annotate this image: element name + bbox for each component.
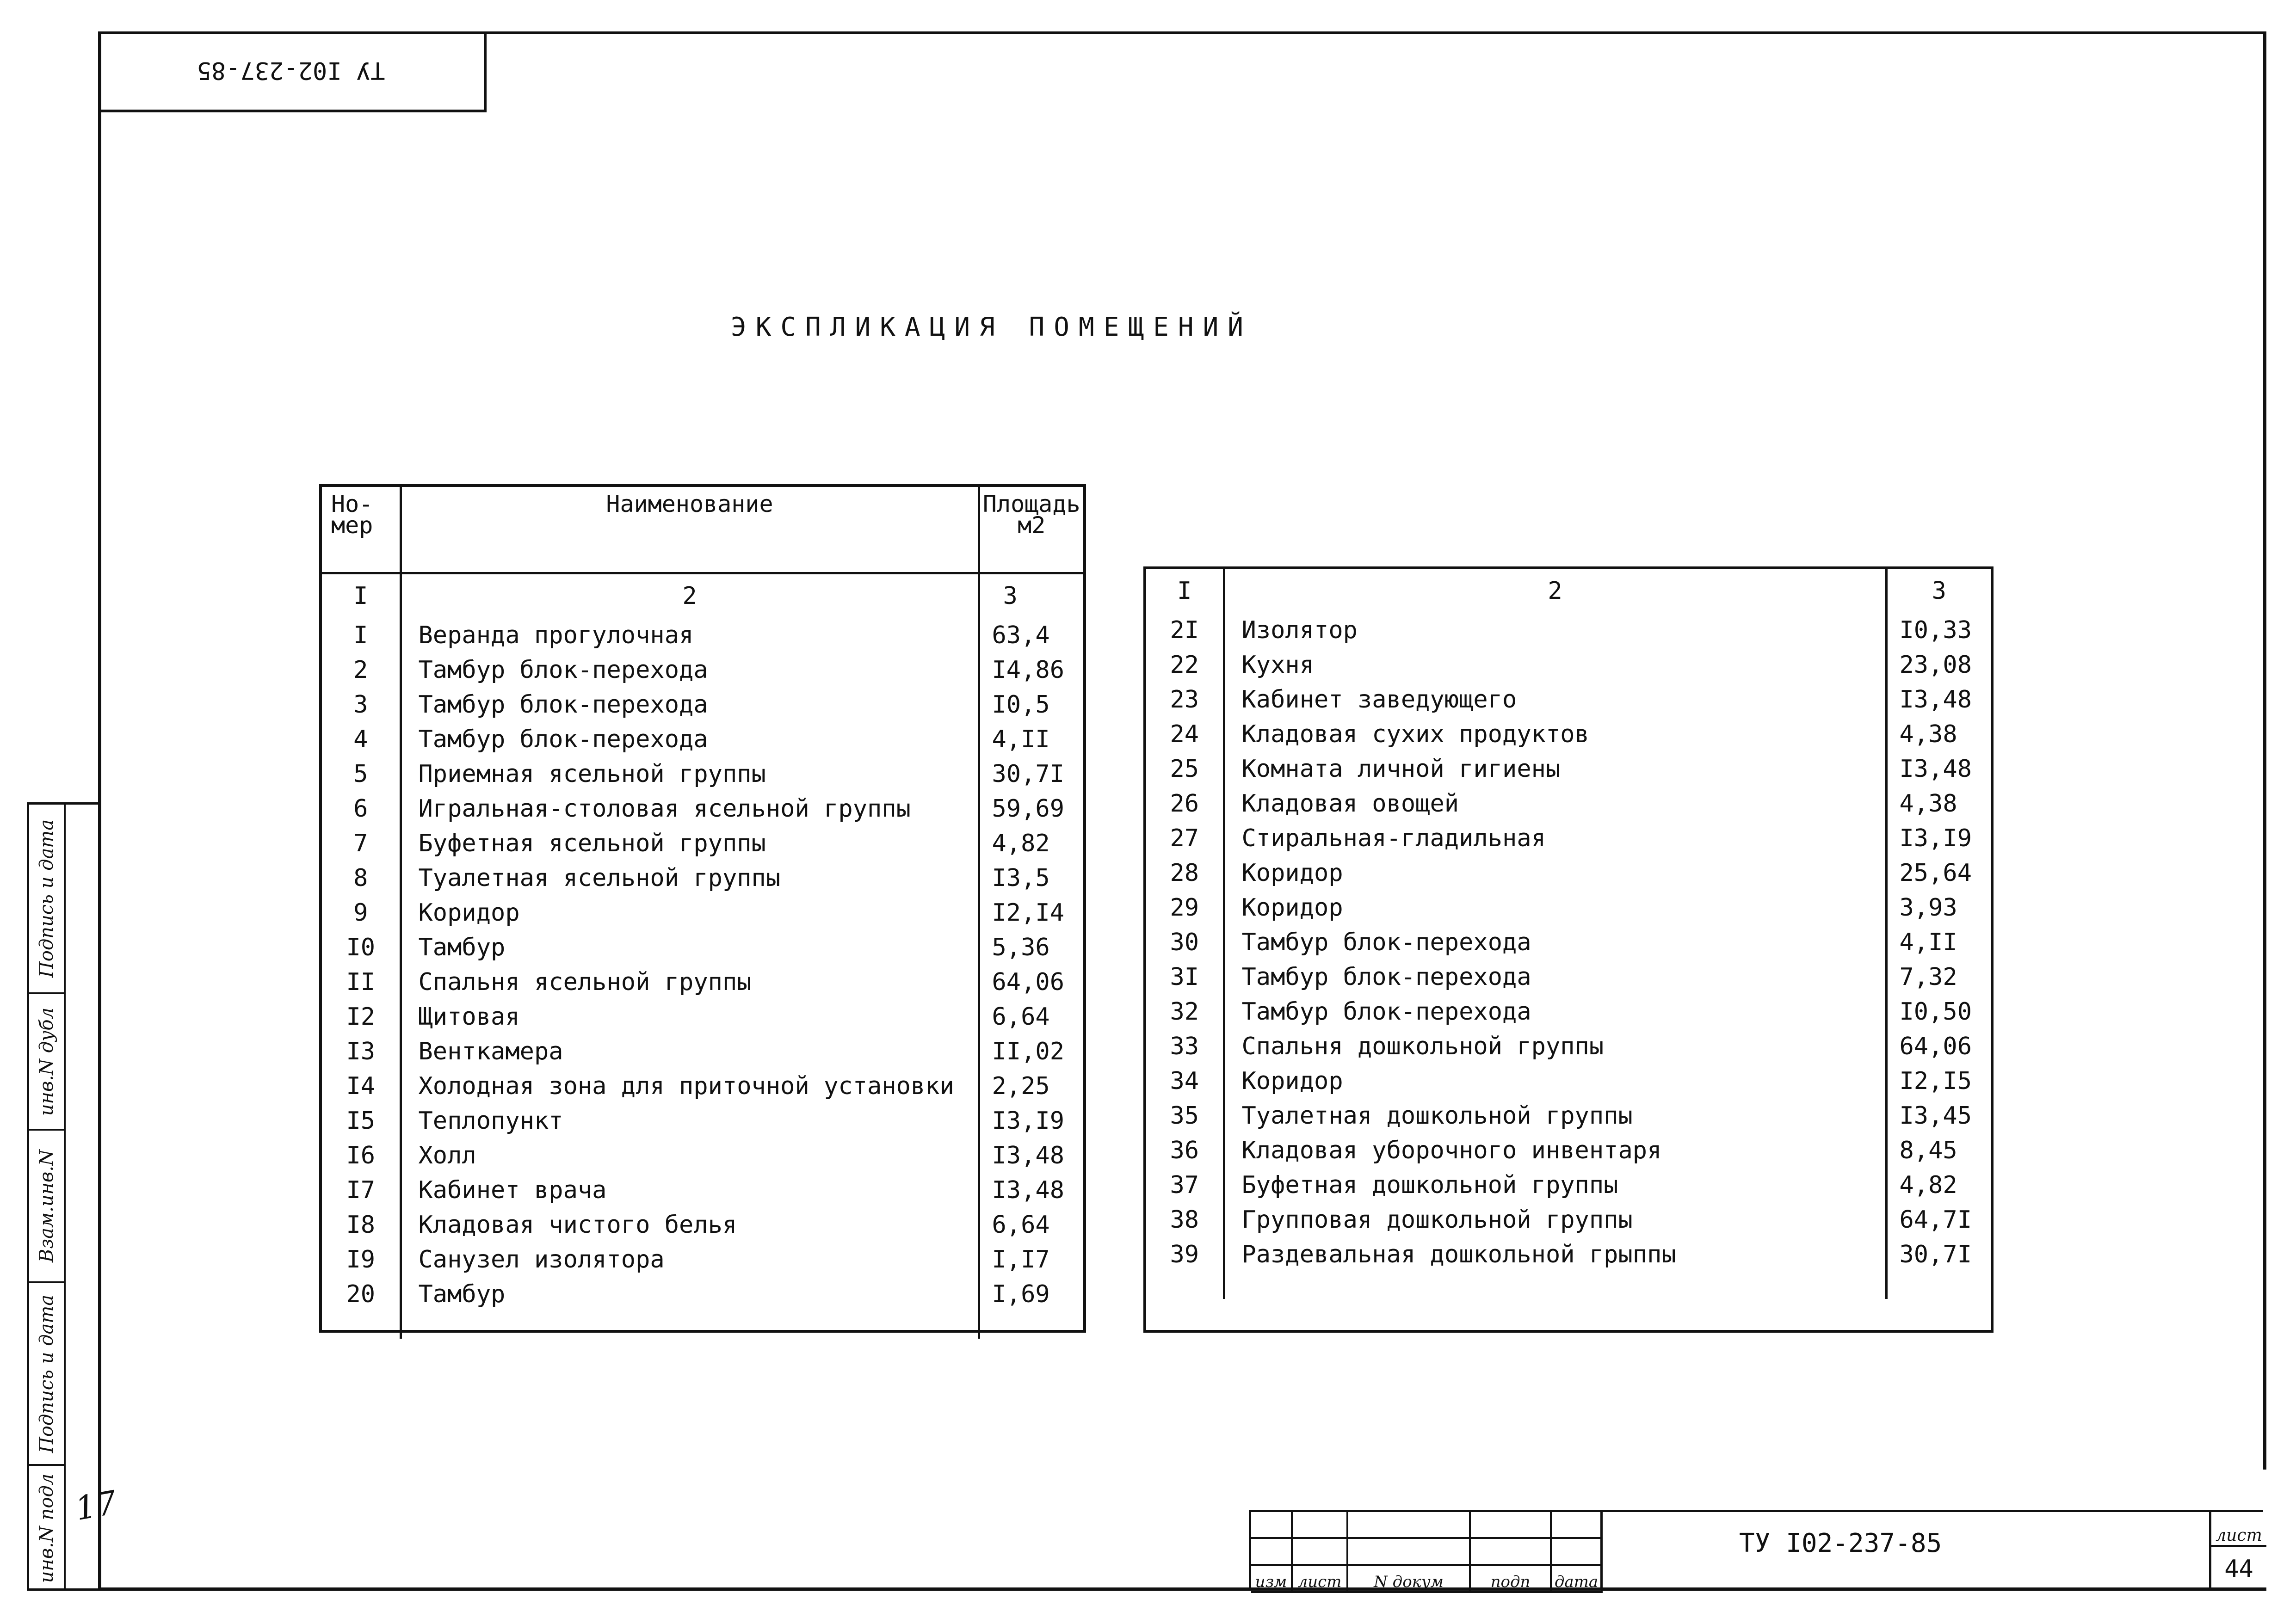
table-2-spacer	[1146, 1272, 1991, 1299]
side-handwritten-note: 17	[72, 1483, 120, 1528]
side-cell-signature-1: Подпись и дата	[29, 805, 64, 994]
room-name: Холл	[401, 1138, 979, 1173]
room-area: 4,38	[1899, 720, 1957, 748]
room-number: I3	[322, 1034, 401, 1069]
index-col-2: 2	[1224, 569, 1886, 613]
stamp-col-date: дата	[1552, 1566, 1603, 1593]
table-2-row	[1146, 856, 1991, 891]
room-area: 64,06	[992, 968, 1065, 996]
room-number: 38	[1146, 1203, 1224, 1237]
room-area: 30,7I	[992, 760, 1065, 788]
header-number: Но- мер	[322, 487, 401, 573]
table-1-row	[322, 792, 1083, 826]
stamp-col-sheet: лист	[1293, 1566, 1348, 1593]
room-number: 23	[1146, 683, 1224, 717]
room-area: I,I7	[992, 1246, 1050, 1273]
room-number: 29	[1146, 891, 1224, 925]
room-number: 8	[322, 861, 401, 896]
room-number: 3I	[1146, 960, 1224, 995]
room-area: 4,82	[1899, 1171, 1957, 1199]
table-2-row	[1146, 1064, 1991, 1099]
room-area: I3,I9	[1899, 824, 1972, 852]
side-strip-column	[29, 805, 66, 1591]
table-1-row	[322, 618, 1083, 653]
room-area: I3,48	[1899, 686, 1972, 714]
revision-stamp	[1249, 1510, 1600, 1591]
room-name: Буфетная ясельной группы	[401, 826, 979, 861]
table-2-index-row	[1146, 569, 1991, 613]
room-area: I2,I5	[1899, 1067, 1972, 1095]
room-area: I2,I4	[992, 899, 1065, 927]
room-number: II	[322, 965, 401, 1000]
room-name: Групповая дошкольной группы	[1224, 1203, 1886, 1237]
room-number: I	[322, 618, 401, 653]
room-name: Тамбур блок-перехода	[1224, 925, 1886, 960]
room-name: Коридор	[1224, 891, 1886, 925]
room-name: Спальня ясельной группы	[401, 965, 979, 1000]
stamp-col-change: изм	[1251, 1566, 1293, 1593]
room-name: Приемная ясельной группы	[401, 757, 979, 792]
room-number: 27	[1146, 821, 1224, 856]
table-2-row	[1146, 821, 1991, 856]
table-1-row	[322, 930, 1083, 965]
room-name: Холодная зона для приточной установки	[401, 1069, 979, 1104]
room-name: Кабинет заведующего	[1224, 683, 1886, 717]
room-area: 4,II	[992, 726, 1050, 753]
room-number: 39	[1146, 1237, 1224, 1272]
room-name: Комната личной гигиены	[1224, 752, 1886, 787]
room-number: 20	[322, 1277, 401, 1312]
room-area: I0,50	[1899, 998, 1972, 1026]
room-number: 34	[1146, 1064, 1224, 1099]
room-name: Тамбур блок-перехода	[401, 688, 979, 722]
room-area: 63,4	[992, 621, 1050, 649]
room-name: Стиральная-гладильная	[1224, 821, 1886, 856]
room-number: I5	[322, 1104, 401, 1138]
room-area: 59,69	[992, 795, 1065, 823]
room-name: Санузел изолятора	[401, 1243, 979, 1277]
room-name: Кладовая сухих продуктов	[1224, 717, 1886, 752]
room-number: I9	[322, 1243, 401, 1277]
room-area: 23,08	[1899, 651, 1972, 679]
table-2-row	[1146, 1029, 1991, 1064]
room-number: 24	[1146, 717, 1224, 752]
table-1-index-row	[322, 573, 1083, 619]
room-name: Щитовая	[401, 1000, 979, 1034]
room-number: 26	[1146, 787, 1224, 821]
room-area: 4,II	[1899, 929, 1957, 956]
room-name: Тамбур блок-перехода	[1224, 995, 1886, 1029]
table-2-row	[1146, 995, 1991, 1029]
room-area: I4,86	[992, 656, 1065, 684]
index-col-1: I	[1146, 569, 1224, 613]
room-number: I6	[322, 1138, 401, 1173]
table-2-row	[1146, 1133, 1991, 1168]
room-name: Тамбур	[401, 930, 979, 965]
index-col-1: I	[322, 573, 401, 619]
table-1-row	[322, 722, 1083, 757]
room-number: 7	[322, 826, 401, 861]
room-number: 3	[322, 688, 401, 722]
room-number: 30	[1146, 925, 1224, 960]
sheet-number: 44	[2224, 1555, 2253, 1583]
room-area: 6,64	[992, 1211, 1050, 1239]
room-number: 5	[322, 757, 401, 792]
table-2-grid	[1146, 569, 1991, 1299]
table-2-row	[1146, 960, 1991, 995]
header-area: Площадь м2	[979, 487, 1083, 573]
table-2-row	[1146, 891, 1991, 925]
room-number: I8	[322, 1208, 401, 1243]
room-name: Игральная-столовая ясельной группы	[401, 792, 979, 826]
sheet-box	[2209, 1510, 2266, 1591]
room-area: I3,48	[992, 1176, 1065, 1204]
room-name: Тамбур	[401, 1277, 979, 1312]
room-area: 3,93	[1899, 894, 1957, 922]
room-number: I0	[322, 930, 401, 965]
index-col-2: 2	[401, 573, 979, 619]
room-area: 4,38	[1899, 790, 1957, 818]
room-name: Коридор	[1224, 1064, 1886, 1099]
room-area: 5,36	[992, 934, 1050, 961]
room-name: Кладовая чистого белья	[401, 1208, 979, 1243]
room-number: 28	[1146, 856, 1224, 891]
room-number: 4	[322, 722, 401, 757]
room-name: Кладовая овощей	[1224, 787, 1886, 821]
table-1	[319, 484, 1086, 1333]
title-block-code: ТУ I02-237-85	[1739, 1528, 1942, 1558]
room-area: 25,64	[1899, 859, 1972, 887]
room-name: Кладовая уборочного инвентаря	[1224, 1133, 1886, 1168]
index-col-3: 3	[1003, 582, 1018, 610]
room-name: Кабинет врача	[401, 1173, 979, 1208]
stamp-col-sign: подп	[1471, 1566, 1552, 1593]
side-cell-orig-inv: инв.N подл	[36, 1473, 57, 1583]
sheet-label: лист	[2211, 1510, 2266, 1547]
room-number: 22	[1146, 648, 1224, 683]
table-1-row	[322, 1173, 1083, 1208]
top-code-text: ТУ I02-237-85	[197, 56, 385, 85]
table-1-spacer	[322, 1312, 1083, 1339]
table-2-row	[1146, 1168, 1991, 1203]
room-name: Коридор	[401, 896, 979, 930]
room-number: I4	[322, 1069, 401, 1104]
room-number: 9	[322, 896, 401, 930]
room-area: 30,7I	[1899, 1241, 1972, 1268]
table-1-row	[322, 688, 1083, 722]
table-1-row	[322, 1000, 1083, 1034]
room-area: II,02	[992, 1038, 1065, 1065]
room-number: I2	[322, 1000, 401, 1034]
side-cell-dup-inv: инв.N дубл	[29, 994, 64, 1131]
table-1-row	[322, 826, 1083, 861]
room-name: Раздевальная дошкольной грыппы	[1224, 1237, 1886, 1272]
table-1-row	[322, 861, 1083, 896]
room-area: 64,06	[1899, 1033, 1972, 1060]
room-name: Туалетная ясельной группы	[401, 861, 979, 896]
room-area: 8,45	[1899, 1137, 1957, 1164]
table-2-row	[1146, 683, 1991, 717]
table-1-grid	[322, 487, 1083, 1339]
room-area: I3,I9	[992, 1107, 1065, 1135]
room-area: 4,82	[992, 830, 1050, 857]
table-1-row	[322, 1138, 1083, 1173]
table-2-row	[1146, 613, 1991, 648]
room-name: Веранда прогулочная	[401, 618, 979, 653]
room-area: I0,5	[992, 691, 1050, 719]
room-area: I3,48	[992, 1142, 1065, 1169]
room-area: I3,5	[992, 864, 1050, 892]
table-2-row	[1146, 648, 1991, 683]
room-area: I3,45	[1899, 1102, 1972, 1130]
table-2-row	[1146, 717, 1991, 752]
side-cell-signature-2: Подпись и дата	[29, 1283, 64, 1466]
table-1-header	[322, 487, 1083, 573]
table-2-row	[1146, 1237, 1991, 1272]
table-2-row	[1146, 1203, 1991, 1237]
room-name: Буфетная дошкольной группы	[1224, 1168, 1886, 1203]
header-name: Наименование	[401, 487, 979, 573]
side-cell-replace-inv: Взам.инв.N	[29, 1131, 64, 1283]
room-area: 7,32	[1899, 963, 1957, 991]
room-name: Спальня дошкольной группы	[1224, 1029, 1886, 1064]
table-1-row	[322, 1277, 1083, 1312]
table-2	[1143, 566, 1994, 1333]
room-name: Тамбур блок-перехода	[401, 722, 979, 757]
room-name: Кухня	[1224, 648, 1886, 683]
room-number: I7	[322, 1173, 401, 1208]
room-area: I0,33	[1899, 616, 1972, 644]
side-strip	[27, 802, 120, 1591]
table-1-row	[322, 1208, 1083, 1243]
room-number: 32	[1146, 995, 1224, 1029]
table-2-row	[1146, 1099, 1991, 1133]
room-number: 2I	[1146, 613, 1224, 648]
room-name: Тамбур блок-перехода	[401, 653, 979, 688]
table-1-row	[322, 965, 1083, 1000]
room-area: 64,7I	[1899, 1206, 1972, 1234]
room-area: 6,64	[992, 1003, 1050, 1031]
room-number: 33	[1146, 1029, 1224, 1064]
table-1-row	[322, 757, 1083, 792]
table-2-row	[1146, 787, 1991, 821]
table-2-row	[1146, 925, 1991, 960]
room-number: 2	[322, 653, 401, 688]
table-1-row	[322, 1034, 1083, 1069]
top-code-box	[98, 31, 487, 112]
room-area: 2,25	[992, 1072, 1050, 1100]
room-area: I,69	[992, 1280, 1050, 1308]
room-number: 35	[1146, 1099, 1224, 1133]
room-name: Изолятор	[1224, 613, 1886, 648]
room-number: 36	[1146, 1133, 1224, 1168]
room-name: Тамбур блок-перехода	[1224, 960, 1886, 995]
index-col-3: 3	[1932, 577, 1946, 605]
page-title: ЭКСПЛИКАЦИЯ ПОМЕЩЕНИЙ	[731, 312, 1253, 342]
table-1-row	[322, 653, 1083, 688]
room-number: 25	[1146, 752, 1224, 787]
room-number: 37	[1146, 1168, 1224, 1203]
room-name: Коридор	[1224, 856, 1886, 891]
room-number: 6	[322, 792, 401, 826]
frame-right-edge	[2263, 31, 2266, 1470]
table-1-row	[322, 1243, 1083, 1277]
table-1-row	[322, 1069, 1083, 1104]
stamp-col-doc: N докум	[1348, 1566, 1471, 1593]
room-name: Туалетная дошкольной группы	[1224, 1099, 1886, 1133]
room-name: Венткамера	[401, 1034, 979, 1069]
table-1-row	[322, 1104, 1083, 1138]
room-area: I3,48	[1899, 755, 1972, 783]
room-name: Теплопункт	[401, 1104, 979, 1138]
table-2-row	[1146, 752, 1991, 787]
table-1-row	[322, 896, 1083, 930]
